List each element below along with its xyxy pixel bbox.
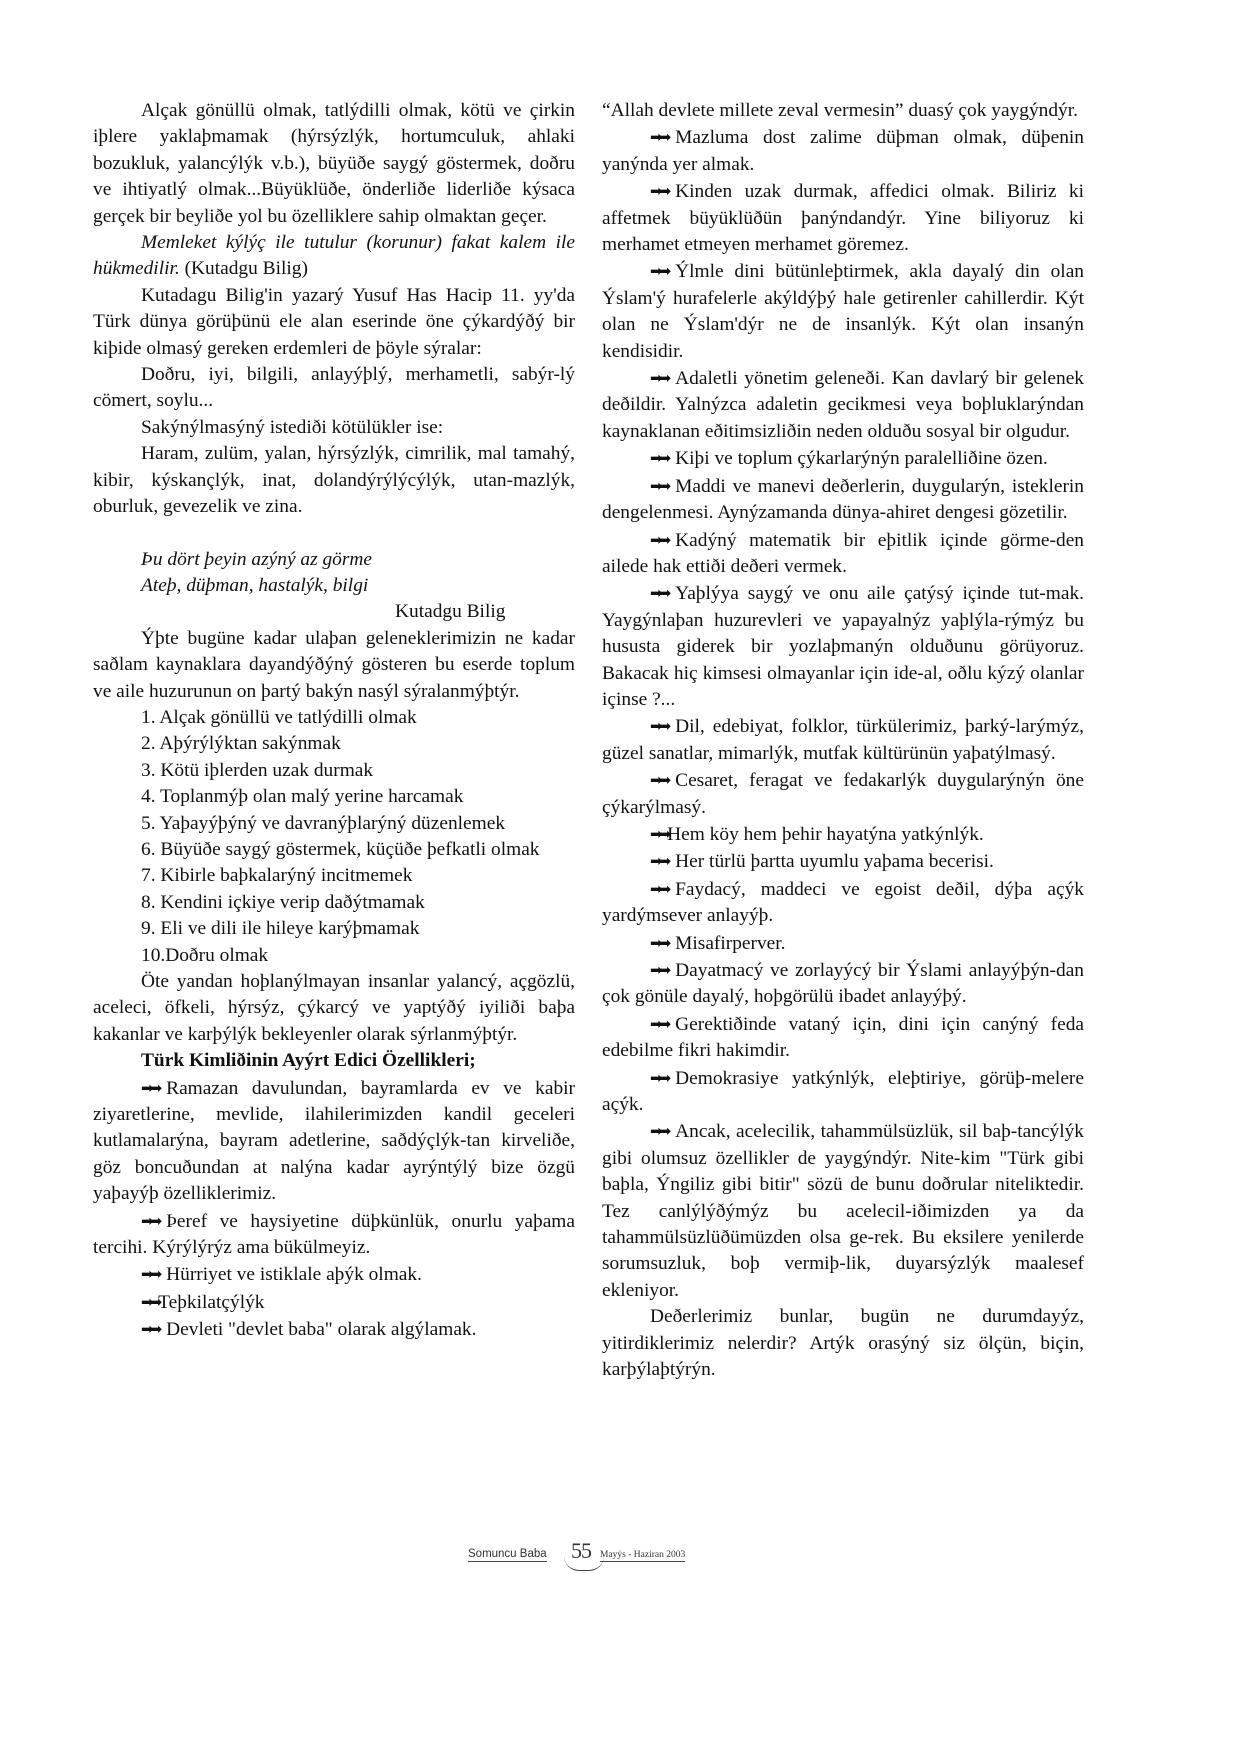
bullet-item: ➡➡ Þeref ve haysiyetine düþkünlük, onurlu yaþama tercihi. Kýrýlýrýz ama bükülmeyiz. [93, 1208, 575, 1262]
closing-paragraph: Deðerlerimiz bunlar, bugün ne durumdayýz, yitirdiklerimiz nelerdir? Artýk orasýný siz ölçün, biçin, karþýlaþtýrýn. [602, 1306, 1084, 1381]
bullet-item: ➡➡Hem köy hem þehir hayatýna yatkýnlýk. [602, 821, 1084, 848]
verse-line: Þu dört þeyin azýný az görme [141, 548, 373, 570]
issue-date: Mayýs - Haziran 2003 [600, 1550, 686, 1560]
double-arrow-icon: ➡➡ [141, 1211, 159, 1230]
paragraph: Doðru, iyi, bilgili, anlayýþlý, merhametli, sabýr-lý cömert, soylu... [93, 364, 575, 412]
bullet-item: ➡➡ Her türlü þartta uyumlu yaþama becerisi. [602, 848, 1084, 875]
list-item: 9. Eli ve dili ile hileye karýþmamak [141, 918, 420, 940]
section-heading: Türk Kimliðinin Ayýrt Edici Özellikleri; [141, 1050, 476, 1072]
bullet-item: ➡➡ Kinden uzak durmak, affedici olmak. Biliriz ki affetmek büyüklüðün þanýndandýr. Yine biliyoruz ki merhamet etmeyen merhamet göremez. [602, 178, 1084, 258]
list-item: 3. Kötü iþlerden uzak durmak [141, 759, 374, 781]
paragraph: Ýþte bugüne kadar ulaþan geleneklerimizin ne kadar saðlam kaynaklara dayandýðýný gösteren bu eserde toplum ve aile huzurunun on þartý bakýn nasýl sýralanmýþtýr. [93, 627, 575, 702]
quote-text: Memleket kýlýç ile tutulur (korunur) fakat kalem ile hükmedilir. [93, 232, 575, 280]
double-arrow-icon: ➡➡ [650, 824, 668, 843]
double-arrow-icon: ➡➡ [650, 1068, 668, 1087]
list-item: 10.Doðru olmak [141, 944, 269, 966]
page-footer [468, 1538, 780, 1568]
bullet-item: ➡➡ Adaletli yönetim geleneði. Kan davlarý bir gelenek deðildir. Yalnýzca adaletin gecikmesi veya boþluklarýndan kaynaklanan eðitimsizliðin neden olduðu sosyal bir olgudur. [602, 365, 1084, 445]
bullet-item: ➡➡ Dayatmacý ve zorlayýcý bir Ýslami anlayýþýn-dan çok gönüle dayalý, hoþgörülü ibadet anlayýþý. [602, 957, 1084, 1011]
double-arrow-icon: ➡➡ [141, 1265, 159, 1284]
quote-source: (Kutadgu Bilig) [179, 258, 308, 280]
double-arrow-icon: ➡➡ [650, 476, 668, 495]
paragraph: Kutadagu Bilig'in yazarý Yusuf Has Hacip 11. yy'da Türk dünya görüþünü ele alan eserinde öne çýkardýðý bir kiþide olmasý gereken erdemleri de þöyle sýralar: [93, 284, 575, 359]
page-number: 55 [571, 1538, 591, 1563]
double-arrow-icon: ➡➡ [650, 1122, 668, 1141]
magazine-name: Somuncu Baba [468, 1548, 547, 1560]
double-arrow-icon: ➡➡ [141, 1078, 159, 1097]
bullet-item: ➡➡ Yaþlýya saygý ve onu aile çatýsý içinde tut-mak. Yaygýnlaþan huzurevleri ve yapayalnýz yaþlýla-rýmýz bu hususta giderek bir yozlaþmanýn olduðunu görüyoruz. Bakacak hiç kimsesi olmayanlar için ide-al, oðlu kýzý olanlar içinse ?... [602, 580, 1084, 713]
double-arrow-icon: ➡➡ [650, 369, 668, 388]
double-arrow-icon: ➡➡ [650, 262, 668, 281]
double-arrow-icon: ➡➡ [650, 449, 668, 468]
double-arrow-icon: ➡➡ [650, 182, 668, 201]
bullet-item: ➡➡ Demokrasiye yatkýnlýk, eleþtiriye, görüþ-melere açýk. [602, 1065, 1084, 1119]
double-arrow-icon: ➡➡ [141, 1292, 159, 1311]
list-item: 1. Alçak gönüllü ve tatlýdilli olmak [141, 706, 417, 728]
list-item: 8. Kendini içkiye verip daðýtmamak [141, 891, 425, 913]
list-item: 2. Aþýrýlýktan sakýnmak [141, 733, 341, 755]
list-item: 6. Büyüðe saygý göstermek, küçüðe þefkatli olmak [141, 838, 540, 860]
bullet-item: ➡➡Teþkilatçýlýk [93, 1289, 575, 1316]
double-arrow-icon: ➡➡ [650, 584, 668, 603]
right-column [602, 98, 1084, 1384]
list-item: 5. Yaþayýþýný ve davranýþlarýný düzenlemek [141, 812, 506, 834]
bullet-item: ➡➡ Ramazan davulundan, bayramlarda ev ve kabir ziyaretlerine, mevlide, ilahilerimizden kandil geceleri kutlamalarýna, bayram adetlerine, saðdýçlýk-tan kirveliðe, göz boncuðundan at nalýna kadar ayrýntýlý bize özgü yaþayýþ özelliklerimiz. [93, 1075, 575, 1208]
paragraph: Öte yandan hoþlanýlmayan insanlar yalancý, açgözlü, aceleci, öfkeli, hýrsýz, çýkarcý ve yaptýðý iyiliði baþa kakanlar ve karþýlýk bekleyenler olarak sýrlanmýþtýr. [93, 971, 575, 1045]
double-arrow-icon: ➡➡ [650, 852, 668, 871]
paragraph: Haram, zulüm, yalan, hýrsýzlýk, cimrilik, mal tamahý, kibir, kýskançlýk, inat, dolandýrýlýcýlýk, utan-mazlýk, oburluk, gevezelik ve zina. [93, 443, 575, 518]
bullet-item: ➡➡ Faydacý, maddeci ve egoist deðil, dýþa açýk yardýmsever anlayýþ. [602, 876, 1084, 930]
double-arrow-icon: ➡➡ [650, 933, 668, 952]
bullet-item: ➡➡ Hürriyet ve istiklale aþýk olmak. [93, 1261, 575, 1288]
verse-line: Ateþ, düþman, hastalýk, bilgi [141, 574, 369, 596]
verse-source: Kutadgu Bilig [395, 601, 506, 623]
bullet-item: ➡➡ Cesaret, feragat ve fedakarlýk duygularýnýn öne çýkarýlmasý. [602, 767, 1084, 821]
double-arrow-icon: ➡➡ [650, 530, 668, 549]
bullet-item: ➡➡ Maddi ve manevi deðerlerin, duygularýn, isteklerin dengelenmesi. Aynýzamanda dünya-ahiret dengesi gözetilir. [602, 473, 1084, 527]
paragraph: Sakýnýlmasýný istediði kötülükler ise: [141, 416, 444, 438]
double-arrow-icon: ➡➡ [650, 879, 668, 898]
quote-paragraph [93, 230, 575, 283]
double-arrow-icon: ➡➡ [650, 717, 668, 736]
bullet-item: ➡➡ Gerektiðinde vataný için, dini için canýný feda edebilme fikri hakimdir. [602, 1011, 1084, 1065]
double-arrow-icon: ➡➡ [650, 771, 668, 790]
bullet-item: ➡➡ Kadýný matematik bir eþitlik içinde görme-den ailede hak ettiði deðeri vermek. [602, 527, 1084, 581]
double-arrow-icon: ➡➡ [650, 1014, 668, 1033]
spacer [93, 521, 575, 547]
paragraph: “Allah devlete millete zeval vermesin” duasý çok yaygýndýr. [602, 100, 1078, 121]
left-column [93, 98, 575, 1344]
paragraph: Alçak gönüllü olmak, tatlýdilli olmak, kötü ve çirkin iþlere yaklaþmamak (hýrsýzlýk, hortumculuk, ahlaki bozukluk, yalancýlýk v.b.), büyüðe saygý göstermek, doðru ve ihtiyatlý olmak...Büyüklüðe, önderliðe liderliðe kýsaca gerçek bir beyliðe yol bu özelliklere sahip olmaktan geçer. [93, 100, 575, 227]
bullet-item: ➡➡ Devleti "devlet baba" olarak algýlamak. [93, 1316, 575, 1343]
list-item: 4. Toplanmýþ olan malý yerine harcamak [141, 786, 464, 808]
list-item: 7. Kibirle baþkalarýný incitmemek [141, 865, 413, 887]
bullet-item: ➡➡ Kiþi ve toplum çýkarlarýnýn paralelliðine özen. [602, 445, 1084, 472]
double-arrow-icon: ➡➡ [650, 128, 668, 147]
bullet-item: ➡➡ Ancak, acelecilik, tahammülsüzlük, sil baþ-tancýlýk gibi olumsuz özellikler de yaygýndýr. Nite-kim "Türk gibi baþla, Ýngiliz gibi bitir" sözü de bunu doðrular niteliktedir. Tez canlýlýðýmýz bu acelecil-iðimizden ya da tahammülsüzlüðümüzden olsa ge-rek. Bu eksilere yenilerde sorumsuzluk, boþ vermiþ-lik, duyarsýzlýk maalesef ekleniyor. [602, 1118, 1084, 1304]
bullet-item: ➡➡ Mazluma dost zalime düþman olmak, düþenin yanýnda yer almak. [602, 124, 1084, 178]
double-arrow-icon: ➡➡ [650, 961, 668, 979]
bullet-item: ➡➡ Ýlmle dini bütünleþtirmek, akla dayalý din olan Ýslam'ý hurafelerle akýldýþý hale getirenler cahillerdir. Kýt olan ne Ýslam'dýr ne de insanlýk. Kýt olan insanýn kendisidir. [602, 258, 1084, 365]
bullet-item: ➡➡ Dil, edebiyat, folklor, türkülerimiz, þarký-larýmýz, güzel sanatlar, mimarlýk, mutfak kültürünün yaþatýlmasý. [602, 713, 1084, 767]
bullet-item: ➡➡ Misafirperver. [602, 930, 1084, 957]
double-arrow-icon: ➡➡ [141, 1320, 159, 1339]
